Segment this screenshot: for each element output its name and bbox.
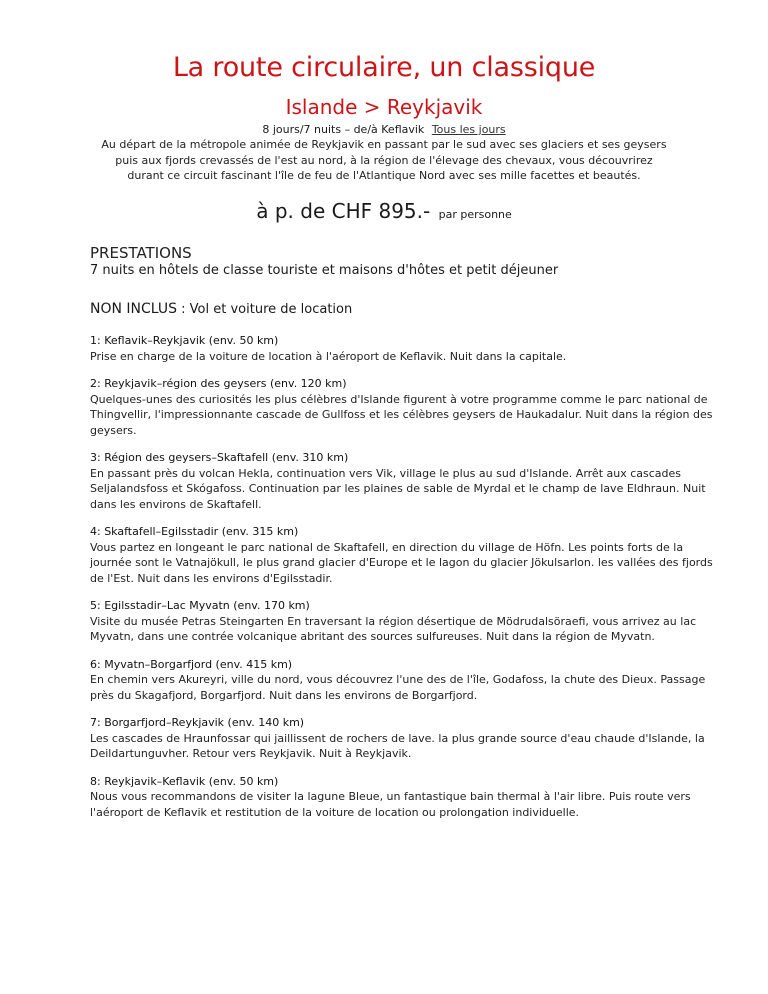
- day-title: 7: Borgarfjord–Reykjavik (env. 140 km): [90, 716, 305, 729]
- day-description: Vous partez en longeant le parc national de Skaftafell, en direction du village de Höfn. Les points forts de la journée sont le Vatnajökull, le plus grand glacier d'Europe et le lagon du glacier Jökulsarlon. les vallées des fjords de l'Est. Nuit dans les environs d'Egilsstadir.: [90, 540, 713, 585]
- all-days-link[interactable]: Tous les jours: [431, 123, 506, 136]
- day-description: Les cascades de Hraunfossar qui jaillissent de rochers de lave. la plus grande source d'eau chaude d'Islande, la Deildartunguvher. Retour vers Reykjavik. Nuit à Reykjavik.: [90, 731, 705, 760]
- day-item: [90, 333, 714, 364]
- duration-line: [0, 123, 768, 136]
- page-title: La route circulaire, un classique: [172, 52, 596, 83]
- day-item: [90, 524, 714, 586]
- destination-subtitle: Islande > Reykjavik: [285, 95, 483, 119]
- day-description: Quelques-unes des curiosités les plus célèbres d'Islande figurent à votre programme comme le parc national de Thingvellir, l'impressionnante cascade de Gullfoss et les célèbres geysers de Haukadalur. Nuit dans la région des geysers.: [90, 392, 713, 437]
- day-title: 1: Keflavik–Reykjavik (env. 50 km): [90, 334, 279, 347]
- day-description: En chemin vers Akureyri, ville du nord, vous découvrez l'une des de l'île, Godafoss, la chute des Dieux. Passage près du Skagafjord, Borgarfjord. Nuit dans les environs de Borgarfjord.: [90, 673, 706, 702]
- day-description: Nous vous recommandons de visiter la lagune Bleue, un fantastique bain thermal à l'air libre. Puis route vers l'aéroport de Keflavik et restitution de la voiture de location ou prolongation individuelle.: [90, 790, 691, 819]
- non-inclus-label: NON INCLUS: [90, 301, 178, 317]
- day-title: 8: Reykjavik–Keflavik (env. 50 km): [90, 774, 279, 788]
- day-title: 3: Région des geysers–Skaftafell (env. 310 km): [90, 451, 349, 464]
- day-description: Visite du musée Petras Steingarten En traversant la région désertique de Mödrudalsöraefi, vous arrivez au lac Myvatn, dans une contrée volcanique abritant des sources sulfureuses. Nuit dans la région de Myvatn.: [90, 614, 697, 643]
- day-description: En passant près du volcan Hekla, continuation vers Vik, village le plus au sud d'Islande. Arrêt aux cascades Seljalandsfoss et Skógafoss. Continuation par les plaines de sable de Myrdal et le champ de lave Eldhraun. Nuit dans les environs de Skaftafell.: [90, 466, 706, 511]
- day-item: [90, 657, 714, 704]
- non-inclus-line: [90, 301, 352, 317]
- price-amount: CHF 895.-: [331, 199, 431, 223]
- day-item: [90, 774, 714, 821]
- day-title: 6: Myvatn–Borgarfjord (env. 415 km): [90, 657, 293, 671]
- non-inclus-text: : Vol et voiture de location: [177, 302, 353, 317]
- day-item: [90, 376, 714, 438]
- prestations-heading: PRESTATIONS: [90, 244, 192, 262]
- price-per: par personne: [438, 208, 512, 221]
- intro-paragraph: Au départ de la métropole animée de Reykjavik en passant par le sud avec ses glaciers et ses geysers puis aux fjords crevassés de l'est au nord, à la région de l'élevage des chevaux, vous découvrirez durant ce circuit fascinant l'île de feu de l'Atlantique Nord avec ses mille facettes et beautés.: [101, 138, 667, 182]
- day-item: [90, 715, 714, 762]
- day-item: [90, 450, 714, 512]
- day-title: 4: Skaftafell–Egilsstadir (env. 315 km): [90, 525, 299, 538]
- day-title: 2: Reykjavik–région des geysers (env. 120 km): [90, 377, 347, 390]
- price-prefix: à p. de: [256, 199, 326, 223]
- duration-text: 8 jours/7 nuits – de/à Keflavik: [262, 123, 425, 136]
- day-title: 5: Egilsstadir–Lac Myvatn (env. 170 km): [90, 599, 310, 612]
- itinerary-days: [90, 333, 714, 832]
- prestations-text: 7 nuits en hôtels de classe touriste et maisons d'hôtes et petit déjeuner: [90, 263, 559, 278]
- day-item: [90, 598, 714, 645]
- price-line: [0, 199, 768, 223]
- day-description: Prise en charge de la voiture de location à l'aéroport de Keflavik. Nuit dans la capitale.: [90, 349, 567, 363]
